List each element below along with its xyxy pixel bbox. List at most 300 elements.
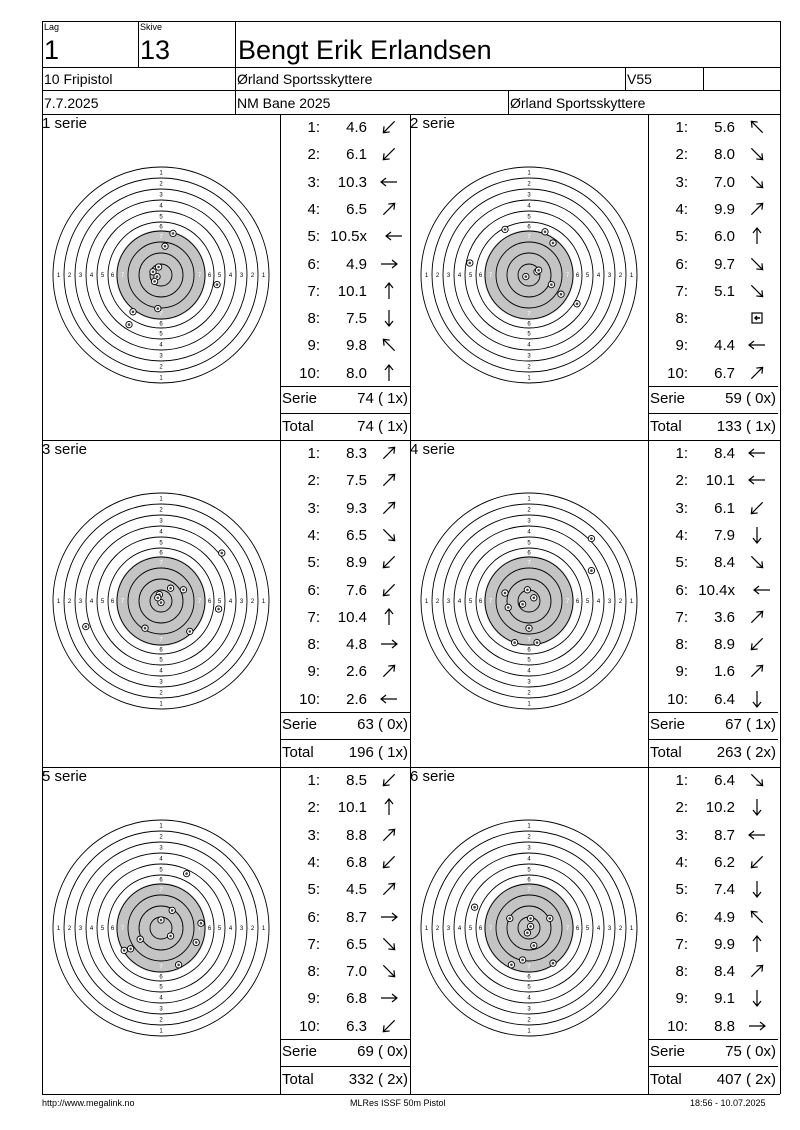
shot-hole-4 bbox=[526, 625, 532, 631]
shot-score: 7.5 bbox=[346, 310, 367, 328]
shot-number: 6: bbox=[307, 255, 320, 273]
ring-number: 5 bbox=[527, 867, 531, 874]
ring-number: 7 bbox=[565, 273, 570, 280]
ring-number: 2 bbox=[618, 273, 623, 280]
serie-label: Serie bbox=[650, 716, 686, 733]
shot-score: 10.3 bbox=[337, 173, 367, 191]
shot-score: 10.4 bbox=[337, 608, 367, 626]
shot-number: 1: bbox=[307, 445, 320, 462]
series-title: 1 serie bbox=[42, 115, 88, 132]
shot-score: 9.1 bbox=[714, 990, 735, 1008]
direction-arrow-icon bbox=[746, 878, 768, 900]
ring-number: 3 bbox=[527, 1006, 531, 1013]
shot-number: 10: bbox=[667, 690, 688, 708]
ring-number: 2 bbox=[67, 273, 72, 280]
ring-number: 7 bbox=[488, 926, 493, 933]
shot-score: 10.1 bbox=[337, 799, 367, 817]
shot-number: 10: bbox=[299, 364, 320, 382]
ring-number: 1 bbox=[527, 496, 531, 503]
shot-number: 3: bbox=[307, 826, 320, 844]
shot-number: 4: bbox=[675, 526, 688, 544]
ring-number: 3 bbox=[239, 273, 244, 280]
ring-number: 4 bbox=[527, 995, 531, 1002]
shot-score: 8.7 bbox=[714, 826, 735, 844]
ring-number: 1 bbox=[56, 599, 61, 606]
shot-score: 8.4 bbox=[714, 554, 735, 572]
ring-number: 2 bbox=[527, 181, 531, 188]
total-label: Total bbox=[650, 418, 682, 435]
shot-hole-3 bbox=[550, 240, 556, 246]
serie-score: 63 ( 0x) bbox=[357, 716, 408, 733]
shot-score: 7.0 bbox=[714, 173, 735, 191]
direction-arrow-icon bbox=[746, 660, 768, 682]
shot-score: 5.6 bbox=[714, 119, 735, 136]
ring-number: 1 bbox=[527, 375, 531, 382]
direction-arrow-icon bbox=[378, 334, 400, 356]
shot-score: 6.7 bbox=[714, 364, 735, 382]
serie-score: 67 ( 1x) bbox=[725, 716, 776, 733]
direction-arrow-icon bbox=[378, 253, 400, 275]
serie-score: 59 ( 0x) bbox=[725, 390, 776, 407]
ring-number: 1 bbox=[424, 926, 429, 933]
shot-number: 3: bbox=[675, 826, 688, 844]
ring-number: 6 bbox=[159, 877, 163, 884]
shot-number: 8: bbox=[675, 636, 688, 654]
ring-number: 6 bbox=[527, 224, 531, 231]
event-name: NM Bane 2025 bbox=[237, 95, 331, 111]
lag-label: Lag bbox=[44, 22, 60, 32]
shot-row bbox=[648, 931, 778, 958]
shot-row bbox=[648, 360, 778, 387]
series-title: 2 serie bbox=[410, 115, 456, 132]
ring-number: 6 bbox=[159, 224, 163, 231]
shot-score: 5.1 bbox=[714, 282, 735, 300]
shot-row bbox=[280, 958, 410, 985]
ring-number: 6 bbox=[527, 321, 531, 328]
direction-arrow-icon bbox=[378, 280, 400, 302]
age-class: V55 bbox=[627, 71, 652, 87]
shot-row bbox=[280, 849, 410, 876]
ring-number: 7 bbox=[488, 599, 493, 606]
shot-row bbox=[648, 1013, 778, 1040]
direction-arrow-icon bbox=[378, 442, 400, 464]
ring-number: 6 bbox=[207, 273, 212, 280]
ring-number: 4 bbox=[159, 342, 163, 349]
shot-hole-10 bbox=[524, 587, 530, 593]
ring-number: 2 bbox=[250, 599, 255, 606]
direction-arrow-icon bbox=[746, 606, 768, 628]
ring-number: 3 bbox=[159, 845, 163, 852]
shot-row bbox=[648, 278, 778, 305]
shot-number: 9: bbox=[307, 663, 320, 681]
shot-row bbox=[648, 904, 778, 931]
direction-arrow-icon bbox=[378, 198, 400, 220]
direction-arrow-icon bbox=[378, 851, 400, 873]
shot-number: 4: bbox=[307, 526, 320, 544]
shot-number: 10: bbox=[667, 364, 688, 382]
target-face bbox=[413, 812, 645, 1044]
direction-arrow-icon bbox=[746, 688, 768, 710]
ring-number: 7 bbox=[159, 637, 163, 644]
ring-number: 7 bbox=[159, 887, 163, 894]
ring-number: 5 bbox=[585, 273, 590, 280]
shot-score: 10.5x bbox=[330, 228, 367, 246]
ring-number: 1 bbox=[527, 701, 531, 708]
ring-number: 2 bbox=[250, 273, 255, 280]
shot-number: 3: bbox=[675, 499, 688, 517]
direction-arrow-icon bbox=[378, 796, 400, 818]
ring-number: 1 bbox=[159, 375, 163, 382]
shot-score: 4.9 bbox=[346, 255, 367, 273]
ring-number: 4 bbox=[159, 856, 163, 863]
ring-number: 5 bbox=[100, 926, 105, 933]
direction-arrow-icon bbox=[746, 796, 768, 818]
shot-hole-6 bbox=[531, 595, 537, 601]
ring-number: 1 bbox=[159, 496, 163, 503]
ring-number: 1 bbox=[159, 823, 163, 830]
direction-arrow-icon bbox=[378, 824, 400, 846]
shot-score: 10.1 bbox=[705, 472, 735, 490]
ring-number: 7 bbox=[159, 560, 163, 567]
direction-arrow-icon bbox=[751, 579, 773, 601]
ring-number: 7 bbox=[159, 234, 163, 241]
shot-score: 8.5 bbox=[346, 772, 367, 789]
shot-score: 4.6 bbox=[346, 119, 367, 136]
shot-hole-9 bbox=[535, 267, 541, 273]
shot-score: 6.5 bbox=[346, 200, 367, 218]
shot-score: 1.6 bbox=[714, 663, 735, 681]
shot-hole-3 bbox=[511, 639, 517, 645]
shot-row bbox=[648, 141, 778, 168]
ring-number: 3 bbox=[527, 679, 531, 686]
ring-number: 1 bbox=[261, 599, 266, 606]
total-score: 332 ( 2x) bbox=[348, 1071, 408, 1088]
total-label: Total bbox=[282, 418, 314, 435]
shot-row bbox=[648, 958, 778, 985]
ring-number: 4 bbox=[159, 203, 163, 210]
ring-number: 4 bbox=[159, 529, 163, 536]
ring-number: 3 bbox=[159, 1006, 163, 1013]
shot-number: 4: bbox=[307, 853, 320, 871]
shot-score: 6.0 bbox=[714, 228, 735, 246]
shot-score: 3.6 bbox=[714, 608, 735, 626]
ring-number: 5 bbox=[159, 657, 163, 664]
direction-arrow-icon bbox=[378, 524, 400, 546]
shot-number: 7: bbox=[307, 282, 320, 300]
shot-number: 9: bbox=[307, 337, 320, 355]
shot-row bbox=[280, 495, 410, 522]
ring-number: 1 bbox=[159, 1028, 163, 1035]
direction-arrow-icon bbox=[378, 688, 400, 710]
ring-number: 3 bbox=[527, 192, 531, 199]
competition-date: 7.7.2025 bbox=[44, 95, 99, 111]
ring-number: 2 bbox=[527, 1017, 531, 1024]
ring-number: 1 bbox=[159, 701, 163, 708]
shot-number: 6: bbox=[675, 581, 688, 599]
direction-arrow-icon bbox=[746, 1015, 768, 1037]
shot-row bbox=[648, 332, 778, 359]
shot-score: 10.4x bbox=[698, 581, 735, 599]
shot-row bbox=[280, 631, 410, 658]
ring-number: 7 bbox=[527, 560, 531, 567]
shot-hole-10 bbox=[155, 595, 161, 601]
shot-hole-3 bbox=[167, 933, 173, 939]
target-face bbox=[45, 159, 277, 391]
direction-arrow-icon bbox=[378, 660, 400, 682]
shot-score: 8.0 bbox=[346, 364, 367, 382]
shot-number: 1: bbox=[675, 119, 688, 136]
ring-number: 4 bbox=[527, 342, 531, 349]
ring-number: 5 bbox=[585, 926, 590, 933]
ring-number: 5 bbox=[468, 273, 473, 280]
shot-number: 5: bbox=[675, 554, 688, 572]
shot-score: 9.3 bbox=[346, 499, 367, 517]
shot-hole-10 bbox=[547, 915, 553, 921]
shot-hole-6 bbox=[198, 920, 204, 926]
ring-number: 7 bbox=[120, 926, 125, 933]
ring-number: 7 bbox=[120, 273, 125, 280]
shot-number: 1: bbox=[307, 772, 320, 789]
shot-score: 6.4 bbox=[714, 772, 735, 789]
ring-number: 4 bbox=[457, 926, 462, 933]
ring-number: 5 bbox=[159, 540, 163, 547]
shot-hole-9 bbox=[550, 960, 556, 966]
target-face bbox=[413, 485, 645, 717]
shot-score: 6.1 bbox=[714, 499, 735, 517]
shot-score: 8.9 bbox=[346, 554, 367, 572]
ring-number: 7 bbox=[197, 926, 202, 933]
footer-url[interactable]: http://www.megalink.no bbox=[42, 1098, 135, 1108]
ring-number: 4 bbox=[228, 273, 233, 280]
ring-number: 6 bbox=[575, 273, 580, 280]
shot-row bbox=[648, 822, 778, 849]
series-title: 6 serie bbox=[410, 768, 456, 785]
direction-arrow-icon bbox=[746, 960, 768, 982]
marker-box-icon bbox=[746, 307, 768, 329]
shot-hole-1 bbox=[167, 585, 173, 591]
ring-number: 6 bbox=[478, 599, 483, 606]
shot-number: 5: bbox=[307, 881, 320, 899]
shot-row bbox=[648, 631, 778, 658]
shot-row bbox=[648, 467, 778, 494]
direction-arrow-icon bbox=[746, 334, 768, 356]
series-title: 4 serie bbox=[410, 441, 456, 458]
direction-arrow-icon bbox=[378, 906, 400, 928]
shot-number: 8: bbox=[307, 310, 320, 328]
shot-row bbox=[648, 196, 778, 223]
ring-number: 7 bbox=[565, 926, 570, 933]
ring-number: 5 bbox=[100, 273, 105, 280]
ring-number: 4 bbox=[527, 668, 531, 675]
ring-number: 7 bbox=[197, 273, 202, 280]
shot-score: 6.3 bbox=[346, 1017, 367, 1035]
ring-number: 2 bbox=[67, 926, 72, 933]
shot-score: 10.1 bbox=[337, 282, 367, 300]
shot-hole-2 bbox=[180, 587, 186, 593]
ring-number: 1 bbox=[56, 926, 61, 933]
ring-number: 5 bbox=[468, 926, 473, 933]
shot-hole-4 bbox=[508, 962, 514, 968]
shot-row bbox=[280, 360, 410, 387]
shot-row bbox=[280, 278, 410, 305]
ring-number: 3 bbox=[78, 926, 83, 933]
shot-number: 3: bbox=[675, 173, 688, 191]
total-label: Total bbox=[282, 1071, 314, 1088]
total-score: 196 ( 1x) bbox=[348, 744, 408, 761]
ring-number: 3 bbox=[607, 926, 612, 933]
shot-hole-8 bbox=[175, 962, 181, 968]
ring-number: 6 bbox=[110, 273, 115, 280]
ring-number: 3 bbox=[78, 273, 83, 280]
shot-number: 9: bbox=[307, 990, 320, 1008]
shot-row bbox=[648, 686, 778, 713]
shot-score: 8.9 bbox=[714, 636, 735, 654]
direction-arrow-icon bbox=[746, 116, 768, 138]
shot-hole-2 bbox=[158, 917, 164, 923]
shot-hole-7 bbox=[193, 939, 199, 945]
direction-arrow-icon bbox=[746, 824, 768, 846]
ring-number: 3 bbox=[159, 679, 163, 686]
shot-row bbox=[280, 822, 410, 849]
shot-number: 1: bbox=[307, 119, 320, 136]
ring-number: 3 bbox=[446, 599, 451, 606]
serie-score: 75 ( 0x) bbox=[725, 1043, 776, 1060]
total-score: 263 ( 2x) bbox=[716, 744, 776, 761]
ring-number: 4 bbox=[527, 529, 531, 536]
direction-arrow-icon bbox=[378, 633, 400, 655]
shot-hole-6 bbox=[215, 606, 221, 612]
shot-number: 10: bbox=[667, 1017, 688, 1035]
shot-number: 5: bbox=[675, 881, 688, 899]
ring-number: 3 bbox=[527, 518, 531, 525]
shot-number: 7: bbox=[675, 282, 688, 300]
ring-number: 6 bbox=[159, 550, 163, 557]
ring-number: 2 bbox=[435, 599, 440, 606]
shot-number: 2: bbox=[307, 472, 320, 490]
direction-arrow-icon bbox=[378, 960, 400, 982]
shot-score: 6.5 bbox=[346, 935, 367, 953]
serie-label: Serie bbox=[650, 390, 686, 407]
ring-number: 2 bbox=[527, 507, 531, 514]
ring-number: 3 bbox=[607, 273, 612, 280]
organizer-name: Ørland Sportsskyttere bbox=[510, 95, 646, 111]
ring-number: 1 bbox=[527, 170, 531, 177]
shot-score: 4.8 bbox=[346, 636, 367, 654]
shot-row bbox=[648, 876, 778, 903]
ring-number: 3 bbox=[607, 599, 612, 606]
shot-number: 2: bbox=[675, 146, 688, 164]
ring-number: 6 bbox=[527, 647, 531, 654]
shot-row bbox=[280, 549, 410, 576]
ring-number: 4 bbox=[457, 599, 462, 606]
shot-hole-8 bbox=[219, 550, 225, 556]
shot-hole-7 bbox=[155, 305, 161, 311]
shot-number: 9: bbox=[675, 663, 688, 681]
ring-number: 2 bbox=[618, 599, 623, 606]
shot-hole-1 bbox=[169, 907, 175, 913]
ring-number: 1 bbox=[629, 599, 634, 606]
direction-arrow-icon bbox=[383, 225, 405, 247]
ring-number: 7 bbox=[197, 599, 202, 606]
ring-number: 3 bbox=[159, 353, 163, 360]
footer-software: MLRes ISSF 50m Pistol bbox=[350, 1098, 446, 1108]
shot-row bbox=[280, 114, 410, 141]
direction-arrow-icon bbox=[378, 987, 400, 1009]
shot-row bbox=[280, 1013, 410, 1040]
shot-row bbox=[648, 223, 778, 250]
ring-number: 5 bbox=[527, 984, 531, 991]
ring-number: 1 bbox=[424, 273, 429, 280]
direction-arrow-icon bbox=[746, 225, 768, 247]
shot-row bbox=[648, 577, 778, 604]
ring-number: 5 bbox=[217, 926, 222, 933]
shot-score: 8.4 bbox=[714, 963, 735, 981]
ring-number: 2 bbox=[527, 690, 531, 697]
ring-number: 1 bbox=[527, 1028, 531, 1035]
shot-hole-6 bbox=[214, 281, 220, 287]
shot-score: 4.9 bbox=[714, 908, 735, 926]
direction-arrow-icon bbox=[378, 362, 400, 384]
shot-row bbox=[280, 577, 410, 604]
direction-arrow-icon bbox=[746, 469, 768, 491]
direction-arrow-icon bbox=[378, 606, 400, 628]
shot-number: 7: bbox=[307, 935, 320, 953]
shot-score: 7.6 bbox=[346, 581, 367, 599]
shot-score: 7.9 bbox=[714, 526, 735, 544]
serie-label: Serie bbox=[282, 716, 318, 733]
shot-score: 8.7 bbox=[346, 908, 367, 926]
ring-number: 2 bbox=[435, 273, 440, 280]
ring-number: 2 bbox=[159, 364, 163, 371]
aiming-black bbox=[116, 883, 206, 973]
shot-number: 3: bbox=[307, 499, 320, 517]
ring-number: 7 bbox=[159, 964, 163, 971]
direction-arrow-icon bbox=[378, 497, 400, 519]
direction-arrow-icon bbox=[378, 878, 400, 900]
direction-arrow-icon bbox=[746, 362, 768, 384]
shot-row bbox=[280, 686, 410, 713]
shot-number: 8: bbox=[675, 963, 688, 981]
ring-number: 5 bbox=[159, 984, 163, 991]
direction-arrow-icon bbox=[746, 851, 768, 873]
ring-number: 2 bbox=[159, 834, 163, 841]
serie-score: 69 ( 0x) bbox=[357, 1043, 408, 1060]
shot-hole-6 bbox=[548, 281, 554, 287]
shot-hole-6 bbox=[471, 904, 477, 910]
shot-number: 6: bbox=[307, 908, 320, 926]
ring-number: 2 bbox=[435, 926, 440, 933]
ring-number: 6 bbox=[159, 647, 163, 654]
ring-number: 4 bbox=[159, 995, 163, 1002]
ring-number: 4 bbox=[89, 273, 94, 280]
ring-number: 3 bbox=[159, 518, 163, 525]
ring-number: 6 bbox=[110, 926, 115, 933]
direction-arrow-icon bbox=[378, 116, 400, 138]
shot-row bbox=[280, 223, 410, 250]
direction-arrow-icon bbox=[746, 933, 768, 955]
ring-number: 7 bbox=[488, 273, 493, 280]
shot-row bbox=[280, 141, 410, 168]
ring-number: 3 bbox=[159, 192, 163, 199]
shot-number: 2: bbox=[675, 472, 688, 490]
shot-row bbox=[648, 522, 778, 549]
total-label: Total bbox=[282, 744, 314, 761]
shot-score: 2.6 bbox=[346, 663, 367, 681]
shot-score: 8.8 bbox=[346, 826, 367, 844]
shot-hole-9 bbox=[127, 946, 133, 952]
ring-number: 1 bbox=[159, 170, 163, 177]
series-title: 3 serie bbox=[42, 441, 88, 458]
